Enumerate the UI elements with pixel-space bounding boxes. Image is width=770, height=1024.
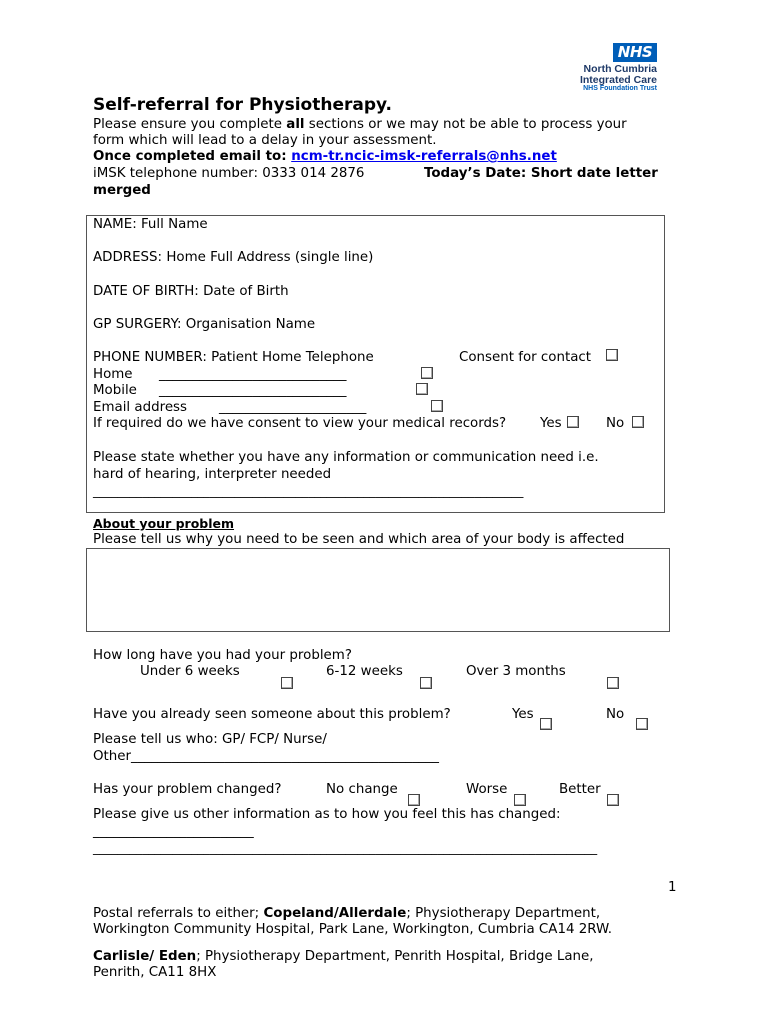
problem-prompt: Please tell us why you need to be seen and which area of your body is affected	[93, 532, 625, 547]
duration-6-12-checkbox[interactable]	[420, 677, 432, 689]
logo-line-2: Integrated Care	[579, 74, 657, 86]
seen-no-checkbox[interactable]	[636, 718, 648, 730]
changed-details-prompt: Please give us other information as to how you feel this has changed:	[93, 807, 561, 822]
duration-over-3-checkbox[interactable]	[607, 677, 619, 689]
page-number: 1	[668, 880, 677, 895]
changed-worse-label: Worse	[466, 782, 508, 797]
patient-phone: PHONE NUMBER: Patient Home Telephone	[93, 350, 374, 365]
email-address-checkbox[interactable]	[431, 400, 443, 412]
consent-contact-label: Consent for contact	[459, 350, 592, 365]
changed-details-field-2[interactable]: __________________________________________________________________________________	[93, 841, 598, 855]
imsk-phone: iMSK telephone number: 0333 014 2876	[93, 166, 365, 181]
mobile-phone-label: Mobile	[93, 383, 137, 398]
patient-address: ADDRESS: Home Full Address (single line)	[93, 250, 374, 265]
records-yes-label: Yes	[540, 416, 562, 431]
records-no-label: No	[606, 416, 625, 431]
about-problem-heading: About your problem	[93, 516, 235, 531]
home-phone-checkbox[interactable]	[421, 367, 433, 379]
email-instruction: Once completed email to: ncm-tr.ncic-imsk-referrals@nhs.net	[93, 149, 557, 164]
seen-yes-label: Yes	[512, 707, 534, 722]
postal-referrals-line-2: Workington Community Hospital, Park Lane, Workington, Cumbria CA14 2RW.	[93, 922, 612, 937]
patient-name: NAME: Full Name	[93, 217, 208, 232]
changed-no-change-label: No change	[326, 782, 398, 797]
email-address-label: Email address	[93, 400, 188, 415]
postal-referrals-line-1: Postal referrals to either; Copeland/Allerdale; Physiotherapy Department,	[93, 906, 601, 921]
seen-no-label: No	[606, 707, 625, 722]
changed-question: Has your problem changed?	[93, 782, 282, 797]
info-need-field[interactable]: ______________________________________________________________________	[93, 484, 524, 498]
records-no-checkbox[interactable]	[632, 416, 644, 428]
seen-who-field[interactable]: Other______________________________________________	[93, 749, 440, 764]
problem-description-field[interactable]	[86, 548, 670, 632]
patient-dob: DATE OF BIRTH: Date of Birth	[93, 284, 289, 299]
patient-gp: GP SURGERY: Organisation Name	[93, 317, 316, 332]
home-phone-label: Home	[93, 367, 133, 382]
duration-question: How long have you had your problem?	[93, 648, 352, 663]
duration-over-3-label: Over 3 months	[466, 664, 566, 679]
home-phone-field[interactable]: ____________________________	[159, 367, 347, 382]
seen-who-prompt: Please tell us who: GP/ FCP/ Nurse/	[93, 732, 327, 747]
intro-line-1: Please ensure you complete all sections or we may not be able to process your	[93, 117, 627, 132]
referral-email-link[interactable]: ncm-tr.ncic-imsk-referrals@nhs.net	[291, 149, 557, 164]
page-title: Self-referral for Physiotherapy.	[93, 95, 392, 115]
duration-under-6-checkbox[interactable]	[281, 677, 293, 689]
todays-date-label-cont: merged	[93, 183, 151, 198]
records-consent-question: If required do we have consent to view your medical records?	[93, 416, 507, 431]
intro-line-2: form which will lead to a delay in your assessment.	[93, 133, 437, 148]
carlisle-address-line-2: Penrith, CA11 8HX	[93, 965, 217, 980]
duration-under-6-label: Under 6 weeks	[140, 664, 240, 679]
consent-contact-checkbox[interactable]	[606, 349, 618, 361]
carlisle-address-line-1: Carlisle/ Eden; Physiotherapy Department, Penrith Hospital, Bridge Lane,	[93, 949, 594, 964]
email-address-field[interactable]: ______________________	[219, 400, 367, 415]
info-need-line-1: Please state whether you have any information or communication need i.e.	[93, 450, 599, 465]
changed-no-change-checkbox[interactable]	[408, 794, 420, 806]
changed-better-label: Better	[559, 782, 601, 797]
seen-before-question: Have you already seen someone about this problem?	[93, 707, 451, 722]
changed-details-field-1[interactable]: ________________________	[93, 824, 254, 839]
records-yes-checkbox[interactable]	[567, 416, 579, 428]
logo-line-3: NHS Foundation Trust	[583, 85, 657, 92]
info-need-line-2: hard of hearing, interpreter needed	[93, 467, 332, 482]
mobile-phone-checkbox[interactable]	[416, 383, 428, 395]
duration-6-12-label: 6-12 weeks	[326, 664, 403, 679]
mobile-phone-field[interactable]: ____________________________	[159, 383, 347, 398]
todays-date-label: Today’s Date: Short date letter	[424, 166, 658, 181]
seen-yes-checkbox[interactable]	[540, 718, 552, 730]
nhs-logo: NHS	[613, 43, 657, 62]
changed-better-checkbox[interactable]	[607, 794, 619, 806]
changed-worse-checkbox[interactable]	[514, 794, 526, 806]
logo-line-1: North Cumbria	[583, 63, 657, 75]
